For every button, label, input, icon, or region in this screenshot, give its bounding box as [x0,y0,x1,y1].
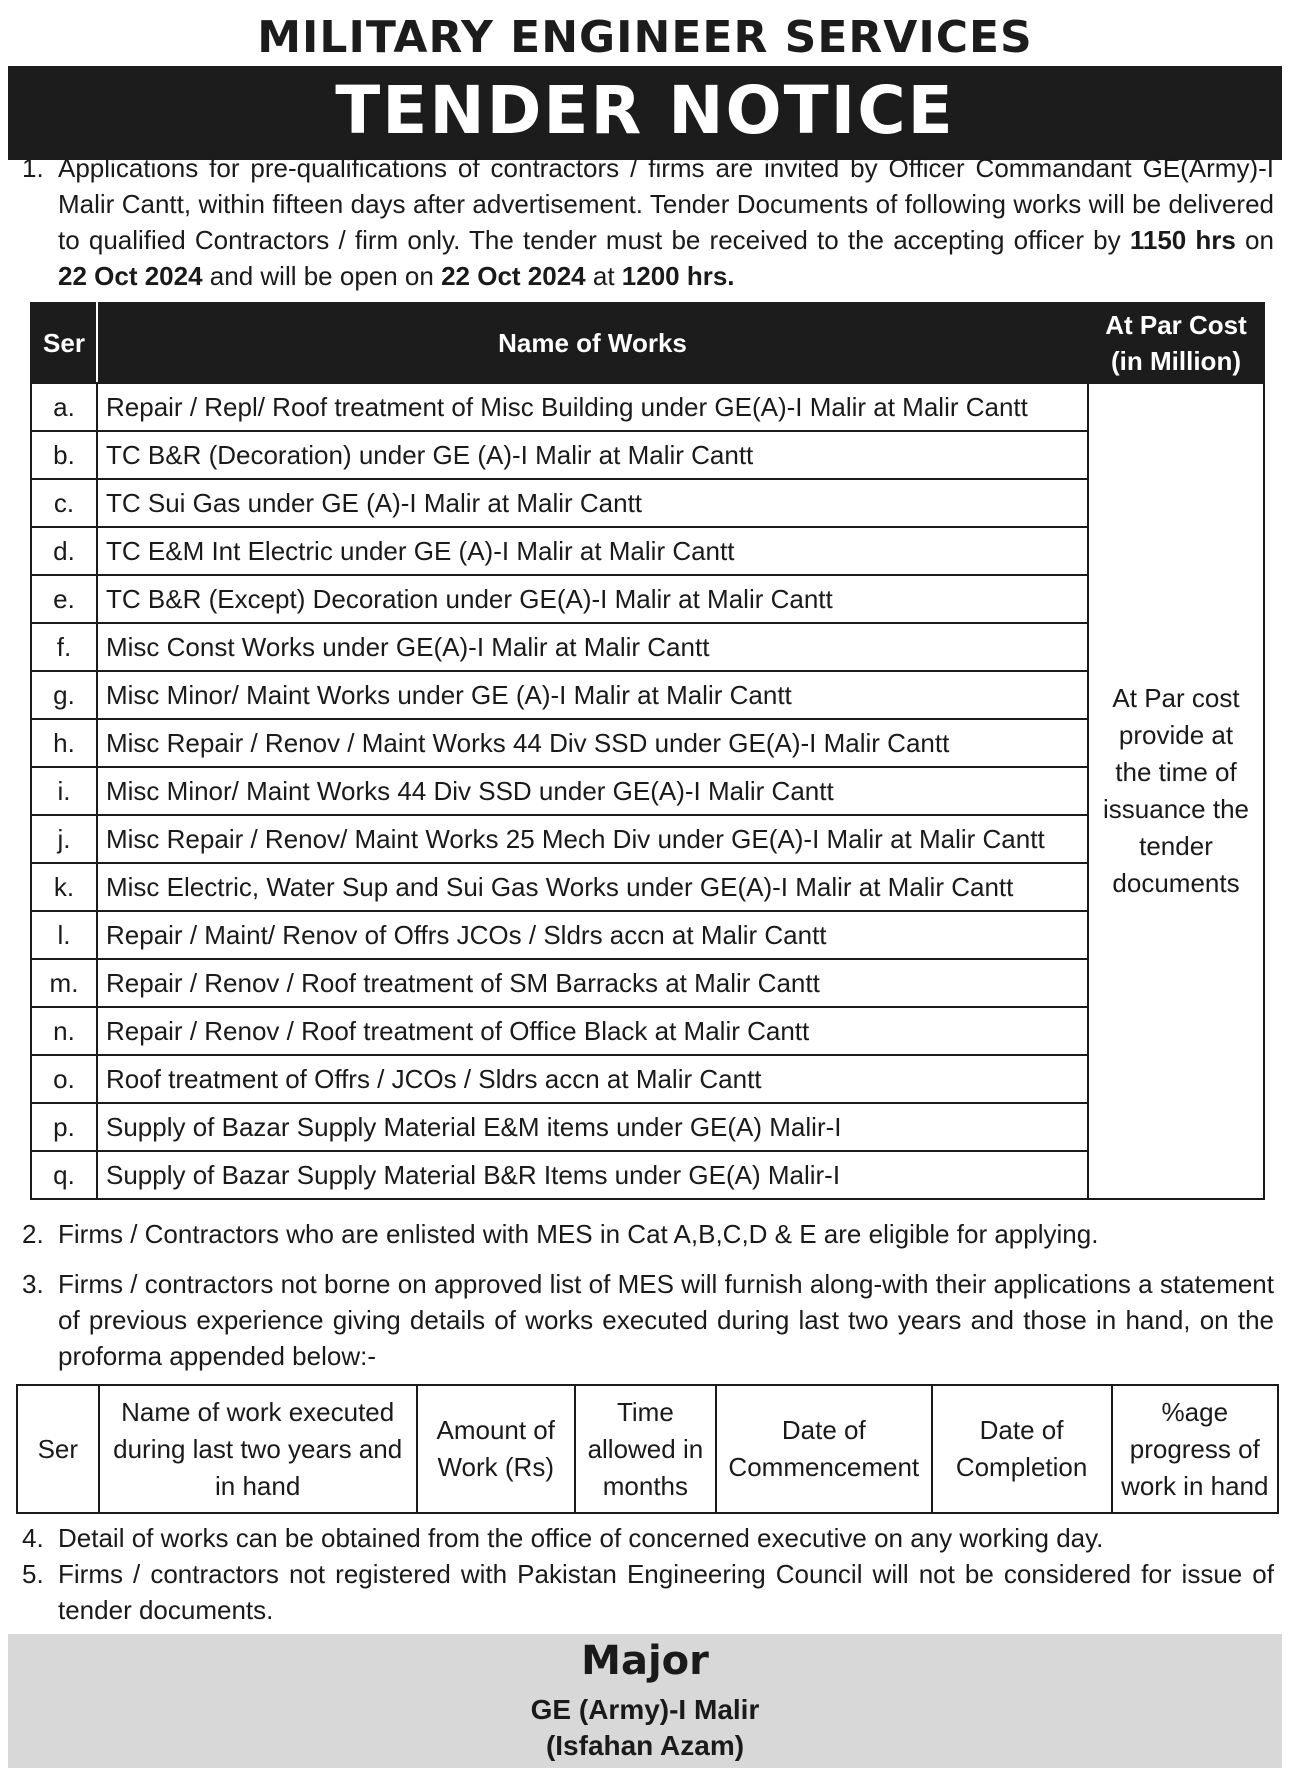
works-header-row [31,303,1264,383]
row-ser: d. [31,527,97,575]
closing-time: 1150 hrs [1129,225,1236,255]
row-ser: e. [31,575,97,623]
col-date-commencement: Date of Commencement [716,1385,932,1513]
row-work-name: Repair / Renov / Roof treatment of SM Barracks at Malir Cantt [97,959,1088,1007]
row-work-name: Supply of Bazar Supply Material B&R Items under GE(A) Malir-I [97,1151,1088,1199]
notice-title: TENDER NOTICE [335,72,955,149]
header-at-par-cost: At Par Cost (in Million) [1088,303,1264,383]
experience-proforma-table [16,1384,1279,1514]
row-ser: q. [31,1151,97,1199]
tender-notice [8,6,1282,1768]
table-row [31,1007,1264,1055]
table-row [31,623,1264,671]
paragraph-3: 3. Firms / contractors not borne on approved list of MES will furnish along-with their applications a statement of previous experience giving details of works executed during last two years and those in hand, on the proforma appended below:- [22,1266,1274,1374]
row-work-name: Supply of Bazar Supply Material E&M items under GE(A) Malir-I [97,1103,1088,1151]
row-ser: l. [31,911,97,959]
notice-header [8,6,1282,160]
paragraph-1: 1. Applications for pre-qualifications of contractors / firms are invited by Officer Commandant GE(Army)-I Malir Cantt, within fifteen days after advertisement. Tender Documents of following works will be delivered to qualified Contractors / firm only. The tender must be received to the accepting officer by 1150 hrs on 22 Oct 2024 and will be open on 22 Oct 2024 at 1200 hrs. [22,150,1274,294]
row-ser: k. [31,863,97,911]
paragraph-text: Firms / contractors not registered with Pakistan Engineering Council will not be considered for issue of tender documents. [58,1559,1274,1625]
row-work-name: Misc Minor/ Maint Works under GE (A)-I Malir at Malir Cantt [97,671,1088,719]
col-time-allowed: Time allowed in months [575,1385,716,1513]
table-row [31,863,1264,911]
opening-date: 22 Oct 2024 [441,261,586,291]
paragraph-text: Firms / Contractors who are enlisted with MES in Cat A,B,C,D & E are eligible for applying. [58,1219,1099,1249]
table-row [31,719,1264,767]
proforma-header-row [17,1385,1278,1513]
row-ser: i. [31,767,97,815]
row-work-name: Misc Repair / Renov / Maint Works 44 Div SSD under GE(A)-I Malir Cantt [97,719,1088,767]
row-work-name: Misc Repair / Renov/ Maint Works 25 Mech Div under GE(A)-I Malir at Malir Cantt [97,815,1088,863]
row-work-name: Roof treatment of Offrs / JCOs / Sldrs accn at Malir Cantt [97,1055,1088,1103]
row-work-name: TC B&R (Decoration) under GE (A)-I Malir at Malir Cantt [97,431,1088,479]
table-row [31,911,1264,959]
table-row [31,431,1264,479]
table-row [31,671,1264,719]
col-ser: Ser [17,1385,99,1513]
opening-time: 1200 hrs. [621,261,735,291]
signatory-name: (Isfahan Azam) [545,1730,745,1761]
paragraph-5: 5. Firms / contractors not registered with Pakistan Engineering Council will not be considered for issue of tender documents. [22,1556,1274,1628]
row-ser: b. [31,431,97,479]
at-par-cost-note: At Par cost provide at the time of issuance the tender documents [1088,383,1264,1199]
table-row [31,959,1264,1007]
row-work-name: Repair / Renov / Roof treatment of Office Black at Malir Cantt [97,1007,1088,1055]
col-date-completion: Date of Completion [932,1385,1112,1513]
works-table [30,302,1265,1200]
table-row [31,767,1264,815]
table-row [31,527,1264,575]
paragraph-text: Detail of works can be obtained from the office of concerned executive on any working day. [58,1523,1104,1553]
row-ser: o. [31,1055,97,1103]
table-row [31,815,1264,863]
signatory-office: GE (Army)-I Malir [530,1694,760,1725]
row-ser: f. [31,623,97,671]
row-work-name: Misc Electric, Water Sup and Sui Gas Works under GE(A)-I Malir at Malir Cantt [97,863,1088,911]
col-amount: Amount of Work (Rs) [417,1385,575,1513]
row-work-name: Misc Const Works under GE(A)-I Malir at Malir Cantt [97,623,1088,671]
row-work-name: TC B&R (Except) Decoration under GE(A)-I Malir at Malir Cantt [97,575,1088,623]
row-work-name: Repair / Repl/ Roof treatment of Misc Building under GE(A)-I Malir at Malir Cantt [97,383,1088,431]
row-work-name: TC E&M Int Electric under GE (A)-I Malir at Malir Cantt [97,527,1088,575]
row-ser: a. [31,383,97,431]
row-ser: p. [31,1103,97,1151]
row-ser: g. [31,671,97,719]
paragraph-number: 1. [22,153,44,183]
table-row [31,383,1264,431]
organization-name: MILITARY ENGINEER SERVICES [257,12,1033,63]
row-work-name: TC Sui Gas under GE (A)-I Malir at Malir Cantt [97,479,1088,527]
header-name-of-works: Name of Works [97,303,1088,383]
table-row [31,1151,1264,1199]
paragraph-2: 2. Firms / Contractors who are enlisted with MES in Cat A,B,C,D & E are eligible for applying. [22,1216,1274,1252]
row-ser: j. [31,815,97,863]
paragraph-text: Firms / contractors not borne on approved list of MES will furnish along-with their applications a statement of previous experience giving details of works executed during last two years and those in hand, on the proforma appended below:- [58,1269,1274,1371]
row-ser: h. [31,719,97,767]
row-work-name: Misc Minor/ Maint Works 44 Div SSD under GE(A)-I Malir Cantt [97,767,1088,815]
signatory-rank: Major [581,1638,709,1684]
col-progress: %age progress of work in hand [1112,1385,1278,1513]
row-ser: n. [31,1007,97,1055]
table-row [31,1103,1264,1151]
row-ser: m. [31,959,97,1007]
header-ser: Ser [31,303,97,383]
paragraph-text: Applications for pre-qualifications of contractors / firms are invited by Officer Commandant GE(Army)-I Malir Cantt, within fifteen days after advertisement. Tender Documents of following works will be delivered to qualified Contractors / firm only. The tender must be received to the accepting officer by [58,153,1274,255]
closing-date: 22 Oct 2024 [58,261,203,291]
row-ser: c. [31,479,97,527]
table-row [31,479,1264,527]
row-work-name: Repair / Maint/ Renov of Offrs JCOs / Sldrs accn at Malir Cantt [97,911,1088,959]
signature-block [8,1634,1282,1768]
paragraph-4: 4. Detail of works can be obtained from the office of concerned executive on any working day. [22,1520,1274,1556]
table-row [31,575,1264,623]
col-name-of-work: Name of work executed during last two years and in hand [99,1385,417,1513]
table-row [31,1055,1264,1103]
